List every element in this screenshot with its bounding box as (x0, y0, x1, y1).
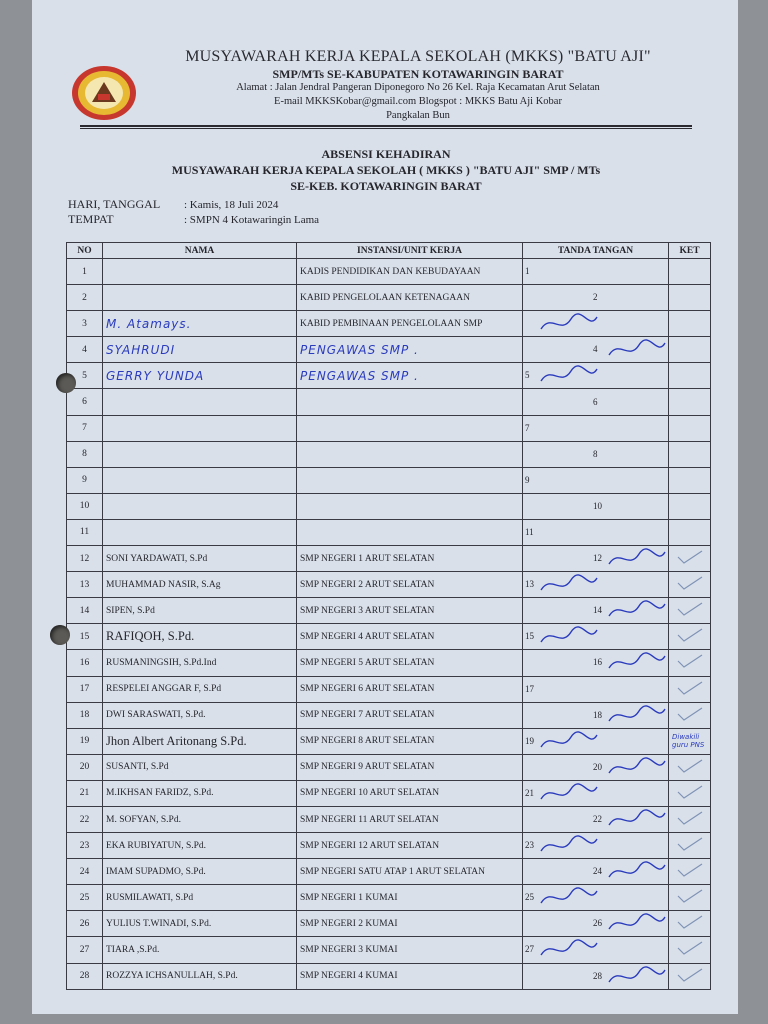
row-note (669, 728, 711, 754)
row-unit (297, 415, 523, 441)
row-no: 18 (67, 702, 103, 728)
row-no: 17 (67, 676, 103, 702)
signature-number: 12 (593, 553, 602, 564)
row-name (103, 519, 297, 545)
row-no: 8 (67, 441, 103, 467)
row-unit (297, 467, 523, 493)
row-unit: SMP NEGERI 6 ARUT SELATAN (297, 676, 523, 702)
row-no: 13 (67, 572, 103, 598)
row-no: 21 (67, 780, 103, 806)
row-note (669, 519, 711, 545)
row-name: DWI SARASWATI, S.Pd. (103, 702, 297, 728)
row-unit (297, 441, 523, 467)
row-signature (523, 754, 669, 780)
row-unit: KABID PEMBINAAN PENGELOLAAN SMP (297, 311, 523, 337)
row-unit: SMP NEGERI 4 ARUT SELATAN (297, 624, 523, 650)
row-unit: PENGAWAS SMP . (297, 363, 523, 389)
row-no: 23 (67, 833, 103, 859)
row-signature (523, 337, 669, 363)
row-signature (523, 363, 669, 389)
row-note (669, 859, 711, 885)
signature-number: 7 (525, 422, 530, 433)
signature-number: 5 (525, 370, 530, 381)
check-mark (672, 860, 706, 880)
signature-number: 25 (525, 892, 534, 903)
check-mark (672, 782, 706, 802)
table-row (67, 650, 711, 676)
signature-scribble (523, 546, 669, 571)
row-note (669, 702, 711, 728)
table-row (67, 415, 711, 441)
table-header-row (67, 243, 711, 259)
row-note (669, 493, 711, 519)
row-no: 27 (67, 937, 103, 963)
signature-number: 27 (525, 944, 534, 955)
row-note (669, 885, 711, 911)
row-unit: SMP NEGERI 12 ARUT SELATAN (297, 833, 523, 859)
header-rule (80, 125, 692, 127)
table-row (67, 859, 711, 885)
row-name (103, 259, 297, 285)
table-row (67, 728, 711, 754)
table-row (67, 937, 711, 963)
table-row (67, 389, 711, 415)
signature-number: 10 (593, 500, 602, 511)
row-signature (523, 676, 669, 702)
table-row (67, 441, 711, 467)
signature-number: 20 (593, 761, 602, 772)
signature-scribble (523, 624, 669, 649)
row-unit: SMP NEGERI 1 ARUT SELATAN (297, 546, 523, 572)
row-no: 14 (67, 598, 103, 624)
signature-scribble (523, 729, 669, 754)
row-note (669, 467, 711, 493)
row-name: M. SOFYAN, S.Pd. (103, 806, 297, 832)
header-sub: SMP/MTs SE-KABUPATEN KOTAWARINGIN BARAT (272, 67, 564, 81)
row-signature (523, 415, 669, 441)
signature-scribble (523, 650, 669, 675)
row-note (669, 389, 711, 415)
row-no: 7 (67, 415, 103, 441)
signature-scribble (523, 337, 669, 362)
row-unit: SMP NEGERI 2 KUMAI (297, 911, 523, 937)
check-mark (672, 599, 706, 619)
check-mark (672, 547, 706, 567)
title-line1: ABSENSI KEHADIRAN (321, 147, 451, 161)
row-signature (523, 493, 669, 519)
row-signature (523, 833, 669, 859)
row-unit: PENGAWAS SMP . (297, 337, 523, 363)
row-unit (297, 519, 523, 545)
row-no: 15 (67, 624, 103, 650)
row-note (669, 780, 711, 806)
signature-scribble (523, 311, 669, 336)
check-mark (672, 678, 706, 698)
row-signature (523, 572, 669, 598)
row-name: RESPELEI ANGGAR F, S.Pd (103, 676, 297, 702)
row-name: Jhon Albert Aritonang S.Pd. (103, 728, 297, 754)
signature-scribble (523, 937, 669, 962)
row-unit: SMP NEGERI 7 ARUT SELATAN (297, 702, 523, 728)
signature-scribble (523, 598, 669, 623)
table-row (67, 467, 711, 493)
signature-scribble (523, 807, 669, 832)
row-no: 1 (67, 259, 103, 285)
row-no: 4 (67, 337, 103, 363)
row-no: 3 (67, 311, 103, 337)
signature-number: 9 (525, 474, 530, 485)
row-note (669, 676, 711, 702)
row-note (669, 311, 711, 337)
signature-number: 21 (525, 787, 534, 798)
signature-number: 2 (593, 292, 598, 303)
row-signature (523, 441, 669, 467)
table-row (67, 519, 711, 545)
signature-number: 22 (593, 814, 602, 825)
mkks-logo (70, 64, 138, 122)
row-signature (523, 546, 669, 572)
row-note (669, 911, 711, 937)
signature-number: 18 (593, 709, 602, 720)
header-org: MUSYAWARAH KERJA KEPALA SEKOLAH (MKKS) "BATU AJI" (185, 48, 651, 65)
row-unit: SMP NEGERI 1 KUMAI (297, 885, 523, 911)
row-signature (523, 519, 669, 545)
row-no: 10 (67, 493, 103, 519)
row-note (669, 937, 711, 963)
row-signature (523, 885, 669, 911)
row-no: 11 (67, 519, 103, 545)
row-signature (523, 859, 669, 885)
row-no: 6 (67, 389, 103, 415)
row-unit: SMP NEGERI 11 ARUT SELATAN (297, 806, 523, 832)
check-mark (672, 573, 706, 593)
row-unit: KABID PENGELOLAAN KETENAGAAN (297, 285, 523, 311)
row-note (669, 624, 711, 650)
row-note (669, 285, 711, 311)
header-contact: E-mail MKKSKobar@gmail.com Blogspot : MKKS Batu Aji Kobar (274, 96, 562, 107)
row-name: M.IKHSAN FARIDZ, S.Pd. (103, 780, 297, 806)
note-text: Diwakili guru PNS (672, 733, 705, 750)
row-unit: SMP NEGERI 3 KUMAI (297, 937, 523, 963)
check-mark (672, 912, 706, 932)
table-row (67, 259, 711, 285)
signature-number: 8 (593, 448, 598, 459)
col-signature: TANDA TANGAN (523, 243, 669, 259)
row-signature (523, 389, 669, 415)
signature-scribble (523, 833, 669, 858)
row-signature (523, 780, 669, 806)
table-row (67, 546, 711, 572)
row-note (669, 754, 711, 780)
row-note (669, 598, 711, 624)
row-note (669, 650, 711, 676)
row-name: SUSANTI, S.Pd (103, 754, 297, 780)
row-name (103, 389, 297, 415)
row-no: 20 (67, 754, 103, 780)
row-name: IMAM SUPADMO, S.Pd. (103, 859, 297, 885)
row-no: 2 (67, 285, 103, 311)
signature-number: 26 (593, 918, 602, 929)
table-row (67, 676, 711, 702)
row-note (669, 337, 711, 363)
table-row (67, 624, 711, 650)
row-name: M. Atamays. (103, 311, 297, 337)
row-no: 5 (67, 363, 103, 389)
table-row (67, 702, 711, 728)
row-note (669, 363, 711, 389)
signature-number: 6 (593, 396, 598, 407)
row-signature (523, 963, 669, 989)
check-mark (672, 808, 706, 828)
signature-number: 11 (525, 526, 534, 537)
punch-hole (50, 625, 70, 645)
table-row (67, 311, 711, 337)
table-row (67, 963, 711, 989)
row-name: RUSMANINGSIH, S.Pd.Ind (103, 650, 297, 676)
date-value: : Kamis, 18 Juli 2024 (184, 199, 279, 211)
table-row (67, 598, 711, 624)
row-unit (297, 493, 523, 519)
table-row (67, 885, 711, 911)
row-name: ROZZYA ICHSANULLAH, S.Pd. (103, 963, 297, 989)
row-signature (523, 285, 669, 311)
title-line3: SE-KEB. KOTAWARINGIN BARAT (290, 179, 482, 193)
row-signature (523, 937, 669, 963)
row-no: 12 (67, 546, 103, 572)
meta-date (68, 197, 278, 212)
table-row (67, 337, 711, 363)
row-name: YULIUS T.WINADI, S.Pd. (103, 911, 297, 937)
signature-scribble (523, 885, 669, 910)
signature-number: 16 (593, 657, 602, 668)
row-note (669, 833, 711, 859)
row-note (669, 806, 711, 832)
row-unit: SMP NEGERI 8 ARUT SELATAN (297, 728, 523, 754)
row-signature (523, 911, 669, 937)
signature-scribble (523, 572, 669, 597)
row-signature (523, 311, 669, 337)
row-note (669, 546, 711, 572)
attendance-table (66, 242, 711, 990)
row-unit: SMP NEGERI 5 ARUT SELATAN (297, 650, 523, 676)
col-unit: INSTANSI/UNIT KERJA (297, 243, 523, 259)
check-mark (672, 886, 706, 906)
signature-number: 23 (525, 840, 534, 851)
row-signature (523, 259, 669, 285)
row-unit: SMP NEGERI 9 ARUT SELATAN (297, 754, 523, 780)
row-signature (523, 702, 669, 728)
signature-number: 28 (593, 970, 602, 981)
signature-scribble (523, 755, 669, 780)
table-row (67, 493, 711, 519)
row-unit: SMP NEGERI 4 KUMAI (297, 963, 523, 989)
row-note (669, 572, 711, 598)
row-unit: SMP NEGERI SATU ATAP 1 ARUT SELATAN (297, 859, 523, 885)
row-name: EKA RUBIYATUN, S.Pd. (103, 833, 297, 859)
table-row (67, 363, 711, 389)
row-name: RUSMILAWATI, S.Pd (103, 885, 297, 911)
row-name (103, 441, 297, 467)
signature-number: 15 (525, 631, 534, 642)
row-signature (523, 624, 669, 650)
table-body (67, 259, 711, 990)
row-note (669, 259, 711, 285)
signature-number: 13 (525, 579, 534, 590)
row-unit: KADIS PENDIDIKAN DAN KEBUDAYAAN (297, 259, 523, 285)
signature-number: 19 (525, 735, 534, 746)
signature-scribble (523, 859, 669, 884)
table-row (67, 754, 711, 780)
row-unit (297, 389, 523, 415)
row-no: 28 (67, 963, 103, 989)
signature-scribble (523, 363, 669, 388)
row-no: 25 (67, 885, 103, 911)
col-name: NAMA (103, 243, 297, 259)
table-row (67, 833, 711, 859)
signature-number: 4 (593, 344, 598, 355)
check-mark (672, 625, 706, 645)
row-unit: SMP NEGERI 2 ARUT SELATAN (297, 572, 523, 598)
signature-scribble (523, 781, 669, 806)
row-no: 9 (67, 467, 103, 493)
row-signature (523, 598, 669, 624)
header-address: Alamat : Jalan Jendral Pangeran Diponegoro No 26 Kel. Raja Kecamatan Arut Selatan (236, 82, 600, 93)
row-signature (523, 728, 669, 754)
table-row (67, 806, 711, 832)
place-label: TEMPAT (68, 212, 114, 226)
row-unit: SMP NEGERI 10 ARUT SELATAN (297, 780, 523, 806)
title-line2: MUSYAWARAH KERJA KEPALA SEKOLAH ( MKKS ) "BATU AJI" SMP / MTs (171, 163, 601, 177)
row-name (103, 467, 297, 493)
row-signature (523, 650, 669, 676)
row-no: 22 (67, 806, 103, 832)
row-no: 16 (67, 650, 103, 676)
row-name: RAFIQOH, S.Pd. (103, 624, 297, 650)
row-name: TIARA ,S.Pd. (103, 937, 297, 963)
meta-place (68, 212, 319, 227)
date-label: HARI, TANGGAL (68, 197, 161, 211)
col-no: NO (67, 243, 103, 259)
signature-scribble (523, 911, 669, 936)
row-signature (523, 467, 669, 493)
signature-number: 14 (593, 605, 602, 616)
row-name: MUHAMMAD NASIR, S.Ag (103, 572, 297, 598)
signature-scribble (523, 703, 669, 728)
row-no: 26 (67, 911, 103, 937)
header-city: Pangkalan Bun (386, 110, 450, 121)
row-name (103, 493, 297, 519)
row-name: GERRY YUNDA (103, 363, 297, 389)
row-name: SIPEN, S.Pd (103, 598, 297, 624)
row-note (669, 441, 711, 467)
col-note: KET (669, 243, 711, 259)
row-note (669, 963, 711, 989)
signature-number: 17 (525, 683, 534, 694)
table-row (67, 780, 711, 806)
row-signature (523, 806, 669, 832)
signature-scribble (523, 964, 669, 989)
signature-number: 1 (525, 266, 530, 277)
check-mark (672, 651, 706, 671)
check-mark (672, 965, 706, 985)
punch-hole (56, 373, 76, 393)
check-mark (672, 704, 706, 724)
signature-number: 24 (593, 866, 602, 877)
row-unit: SMP NEGERI 3 ARUT SELATAN (297, 598, 523, 624)
row-note (669, 415, 711, 441)
place-value: : SMPN 4 Kotawaringin Lama (184, 214, 320, 226)
table-row (67, 572, 711, 598)
table-row (67, 285, 711, 311)
row-name: SONI YARDAWATI, S.Pd (103, 546, 297, 572)
row-name (103, 285, 297, 311)
row-no: 24 (67, 859, 103, 885)
check-mark (672, 834, 706, 854)
row-name (103, 415, 297, 441)
header-rule-thin (80, 128, 692, 129)
row-no: 19 (67, 728, 103, 754)
row-name: SYAHRUDI (103, 337, 297, 363)
check-mark (672, 938, 706, 958)
table-row (67, 911, 711, 937)
check-mark (672, 756, 706, 776)
